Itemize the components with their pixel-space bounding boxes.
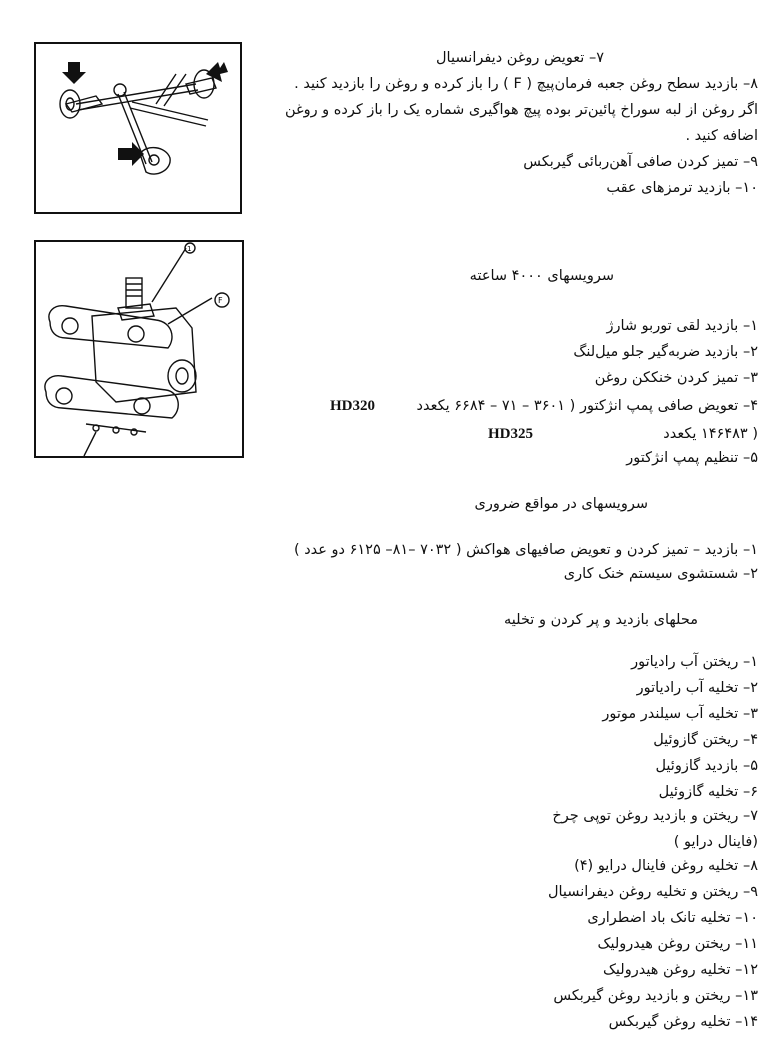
service-item: ۱– بازدید – تمیز کردن و تعویض صافیهای هواکش ( ۷۰۳۲ –۸۱– ۶۱۲۵ دو عدد ): [293, 542, 758, 558]
point-item: ۱۰– تخلیه تانک باد اضطراری: [587, 910, 758, 926]
arrow-icon: [118, 142, 144, 166]
point-item: ۱۴– تخلیه روغن گیربکس: [608, 1014, 758, 1030]
top-item: اگر روغن از لبه سوراخ پائین‌تر بوده پیچ هواگیری شماره یک را باز کرده و روغن: [284, 102, 758, 118]
point-item: ۲– تخلیه آب رادیاتور: [636, 680, 758, 696]
model-hd325: HD325: [488, 426, 533, 442]
arrow-icon: [62, 62, 86, 84]
service-item: ۴– تعویض صافی پمپ انژکتور ( ۳۶۰۱ – ۷۱ – ۶۶۸۴ یکعدد: [416, 398, 758, 414]
point-item: ۱– ریختن آب رادیاتور: [631, 654, 758, 670]
section-required-title: سرویسهای در مواقع ضروری: [474, 496, 648, 512]
service-item: ( ۱۴۶۴۸۳ یکعدد: [663, 426, 758, 442]
section-points-title: محلهای بازدید و پر کردن و تخلیه: [504, 612, 698, 628]
axle-diagram: [34, 42, 242, 214]
point-item: ۷– ریختن و بازدید روغن توپی چرخ: [552, 808, 758, 824]
top-item: ۱۰– بازدید ترمزهای عقب: [606, 180, 758, 196]
service-item: ۲– شستشوی سیستم خنک کاری: [563, 566, 758, 582]
point-item: ۸– تخلیه روغن فاینال درایو (۴): [574, 858, 758, 874]
top-item: ۸– بازدید سطح روغن جعبه فرمان‌پیچ ( F ) را باز کرده و روغن را بازدید کنید .: [294, 76, 758, 92]
service-item: ۱– بازدید لقی توربو شارژ: [606, 318, 758, 334]
point-item: ۶– تخلیه گازوئیل: [658, 784, 758, 800]
point-item: ۴– ریختن گازوئیل: [653, 732, 758, 748]
point-item: (فاینال درایو ): [673, 834, 758, 850]
point-item: ۵– بازدید گازوئیل: [655, 758, 758, 774]
service-item: ۵– تنظیم پمپ انژکتور: [626, 450, 758, 466]
service-item: ۲– بازدید ضربه‌گیر جلو میل‌لنگ: [573, 344, 758, 360]
service-item: ۳– تمیز کردن خنککن روغن: [594, 370, 758, 386]
section-4000-title: سرویسهای ۴۰۰۰ ساعته: [469, 268, 614, 284]
point-item: ۳– تخلیه آب سیلندر موتور: [602, 706, 758, 722]
top-item: ۹– تمیز کردن صافی آهن‌ربائی گیربکس: [523, 154, 758, 170]
point-item: ۹– ریختن و تخلیه روغن دیفرانسیال: [547, 884, 758, 900]
top-item: اضافه کنید .: [685, 128, 758, 144]
steering-gearbox-diagram: [34, 240, 244, 458]
top-item: ۷– تعویض روغن دیفرانسیال: [436, 50, 604, 66]
callout-f-label: F: [218, 296, 223, 305]
callout-1-label: 1: [187, 245, 192, 253]
model-hd320: HD320: [330, 398, 375, 414]
point-item: ۱۳– ریختن و بازدید روغن گیربکس: [553, 988, 758, 1004]
point-item: ۱۱– ریختن روغن هیدرولیک: [597, 936, 758, 952]
point-item: ۱۲– تخلیه روغن هیدرولیک: [602, 962, 758, 978]
